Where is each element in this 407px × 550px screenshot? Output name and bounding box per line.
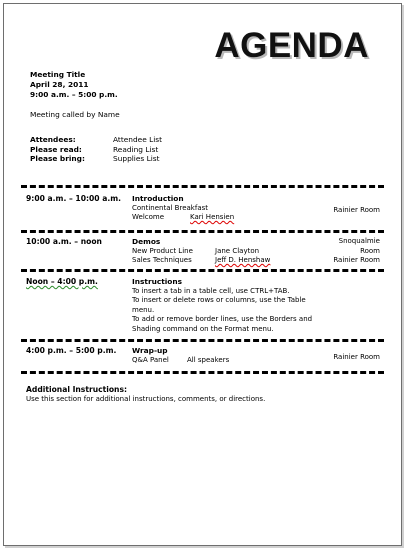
detail-value: Supplies List [113, 154, 160, 163]
meeting-details [30, 135, 162, 164]
detail-row-attendees [30, 135, 162, 145]
agenda-item [132, 247, 332, 257]
agenda-item-topic: Sales Techniques [132, 256, 192, 264]
location-line: Rainier Room [333, 206, 380, 214]
instruction-line: To add or remove border lines, use the Borders and [132, 315, 313, 323]
agenda-item-topic: New Product Line [132, 246, 193, 255]
instruction-line: To insert a tab in a table cell, use CTRL+TAB. [132, 286, 290, 295]
location-line: Rainier Room [333, 353, 380, 361]
section-time: 10:00 a.m. – noon [26, 237, 102, 246]
meeting-date: April 28, 2011 [30, 80, 89, 89]
section-divider [21, 185, 384, 188]
section-body [132, 346, 332, 365]
instruction-line: Shading command on the Format menu. [132, 324, 274, 333]
detail-row-supplies [30, 154, 162, 164]
agenda-item-presenter: Jane Clayton [215, 246, 260, 255]
section-heading: Wrap-up [132, 346, 168, 355]
section-time: 4:00 p.m. – 5:00 p.m. [26, 346, 117, 355]
location-line: Rainier Room [333, 256, 380, 264]
section-location [333, 206, 380, 216]
section-body [132, 277, 362, 334]
additional-heading: Additional Instructions: [26, 385, 128, 394]
section-location [333, 353, 380, 363]
meeting-time: 9:00 a.m. – 5:00 p.m. [30, 90, 118, 99]
section-body [132, 237, 332, 266]
section-time: 9:00 a.m. – 10:00 a.m. [26, 194, 122, 203]
detail-value: Attendee List [113, 135, 163, 144]
additional-instructions [26, 385, 265, 404]
section-divider [21, 339, 384, 342]
detail-row-reading [30, 145, 162, 155]
agenda-item-presenter: All speakers [187, 355, 230, 364]
section-divider [21, 371, 384, 374]
section-divider [21, 269, 384, 272]
meeting-called-by: Meeting called by Name [30, 110, 120, 119]
section-location [333, 237, 380, 266]
detail-key: Please read: [30, 144, 82, 154]
detail-key: Attendees: [30, 135, 76, 144]
section-divider [21, 230, 384, 233]
meeting-title: Meeting Title [30, 70, 86, 79]
detail-value: Reading List [113, 144, 159, 154]
agenda-item [132, 256, 332, 266]
agenda-item [132, 204, 332, 214]
agenda-item-topic: Continental Breakfast [132, 203, 209, 212]
section-heading: Introduction [132, 194, 184, 203]
instruction-line: menu. [132, 305, 155, 314]
section-heading: Demos [132, 237, 161, 246]
instruction-line: To insert or delete rows or columns, use the Table [132, 296, 306, 304]
agenda-item [132, 356, 332, 366]
agenda-item-topic: Q&A Panel [132, 355, 169, 364]
agenda-page [3, 3, 402, 546]
agenda-item-presenter: Jeff D. Henshaw [215, 256, 271, 264]
section-time: Noon – 4:00 p.m. [26, 277, 98, 286]
location-line: Room [360, 246, 380, 255]
agenda-item [132, 213, 332, 223]
agenda-item-presenter: Kari Hensien [190, 213, 235, 221]
location-line: Snoqualmie [338, 237, 380, 245]
meeting-info [30, 70, 120, 120]
additional-text: Use this section for additional instructions, comments, or directions. [26, 394, 266, 403]
detail-key: Please bring: [30, 154, 85, 163]
agenda-item-topic: Welcome [132, 213, 165, 221]
section-heading: Instructions [132, 277, 183, 286]
agenda-title: AGENDA [214, 26, 369, 65]
section-body [132, 194, 332, 223]
